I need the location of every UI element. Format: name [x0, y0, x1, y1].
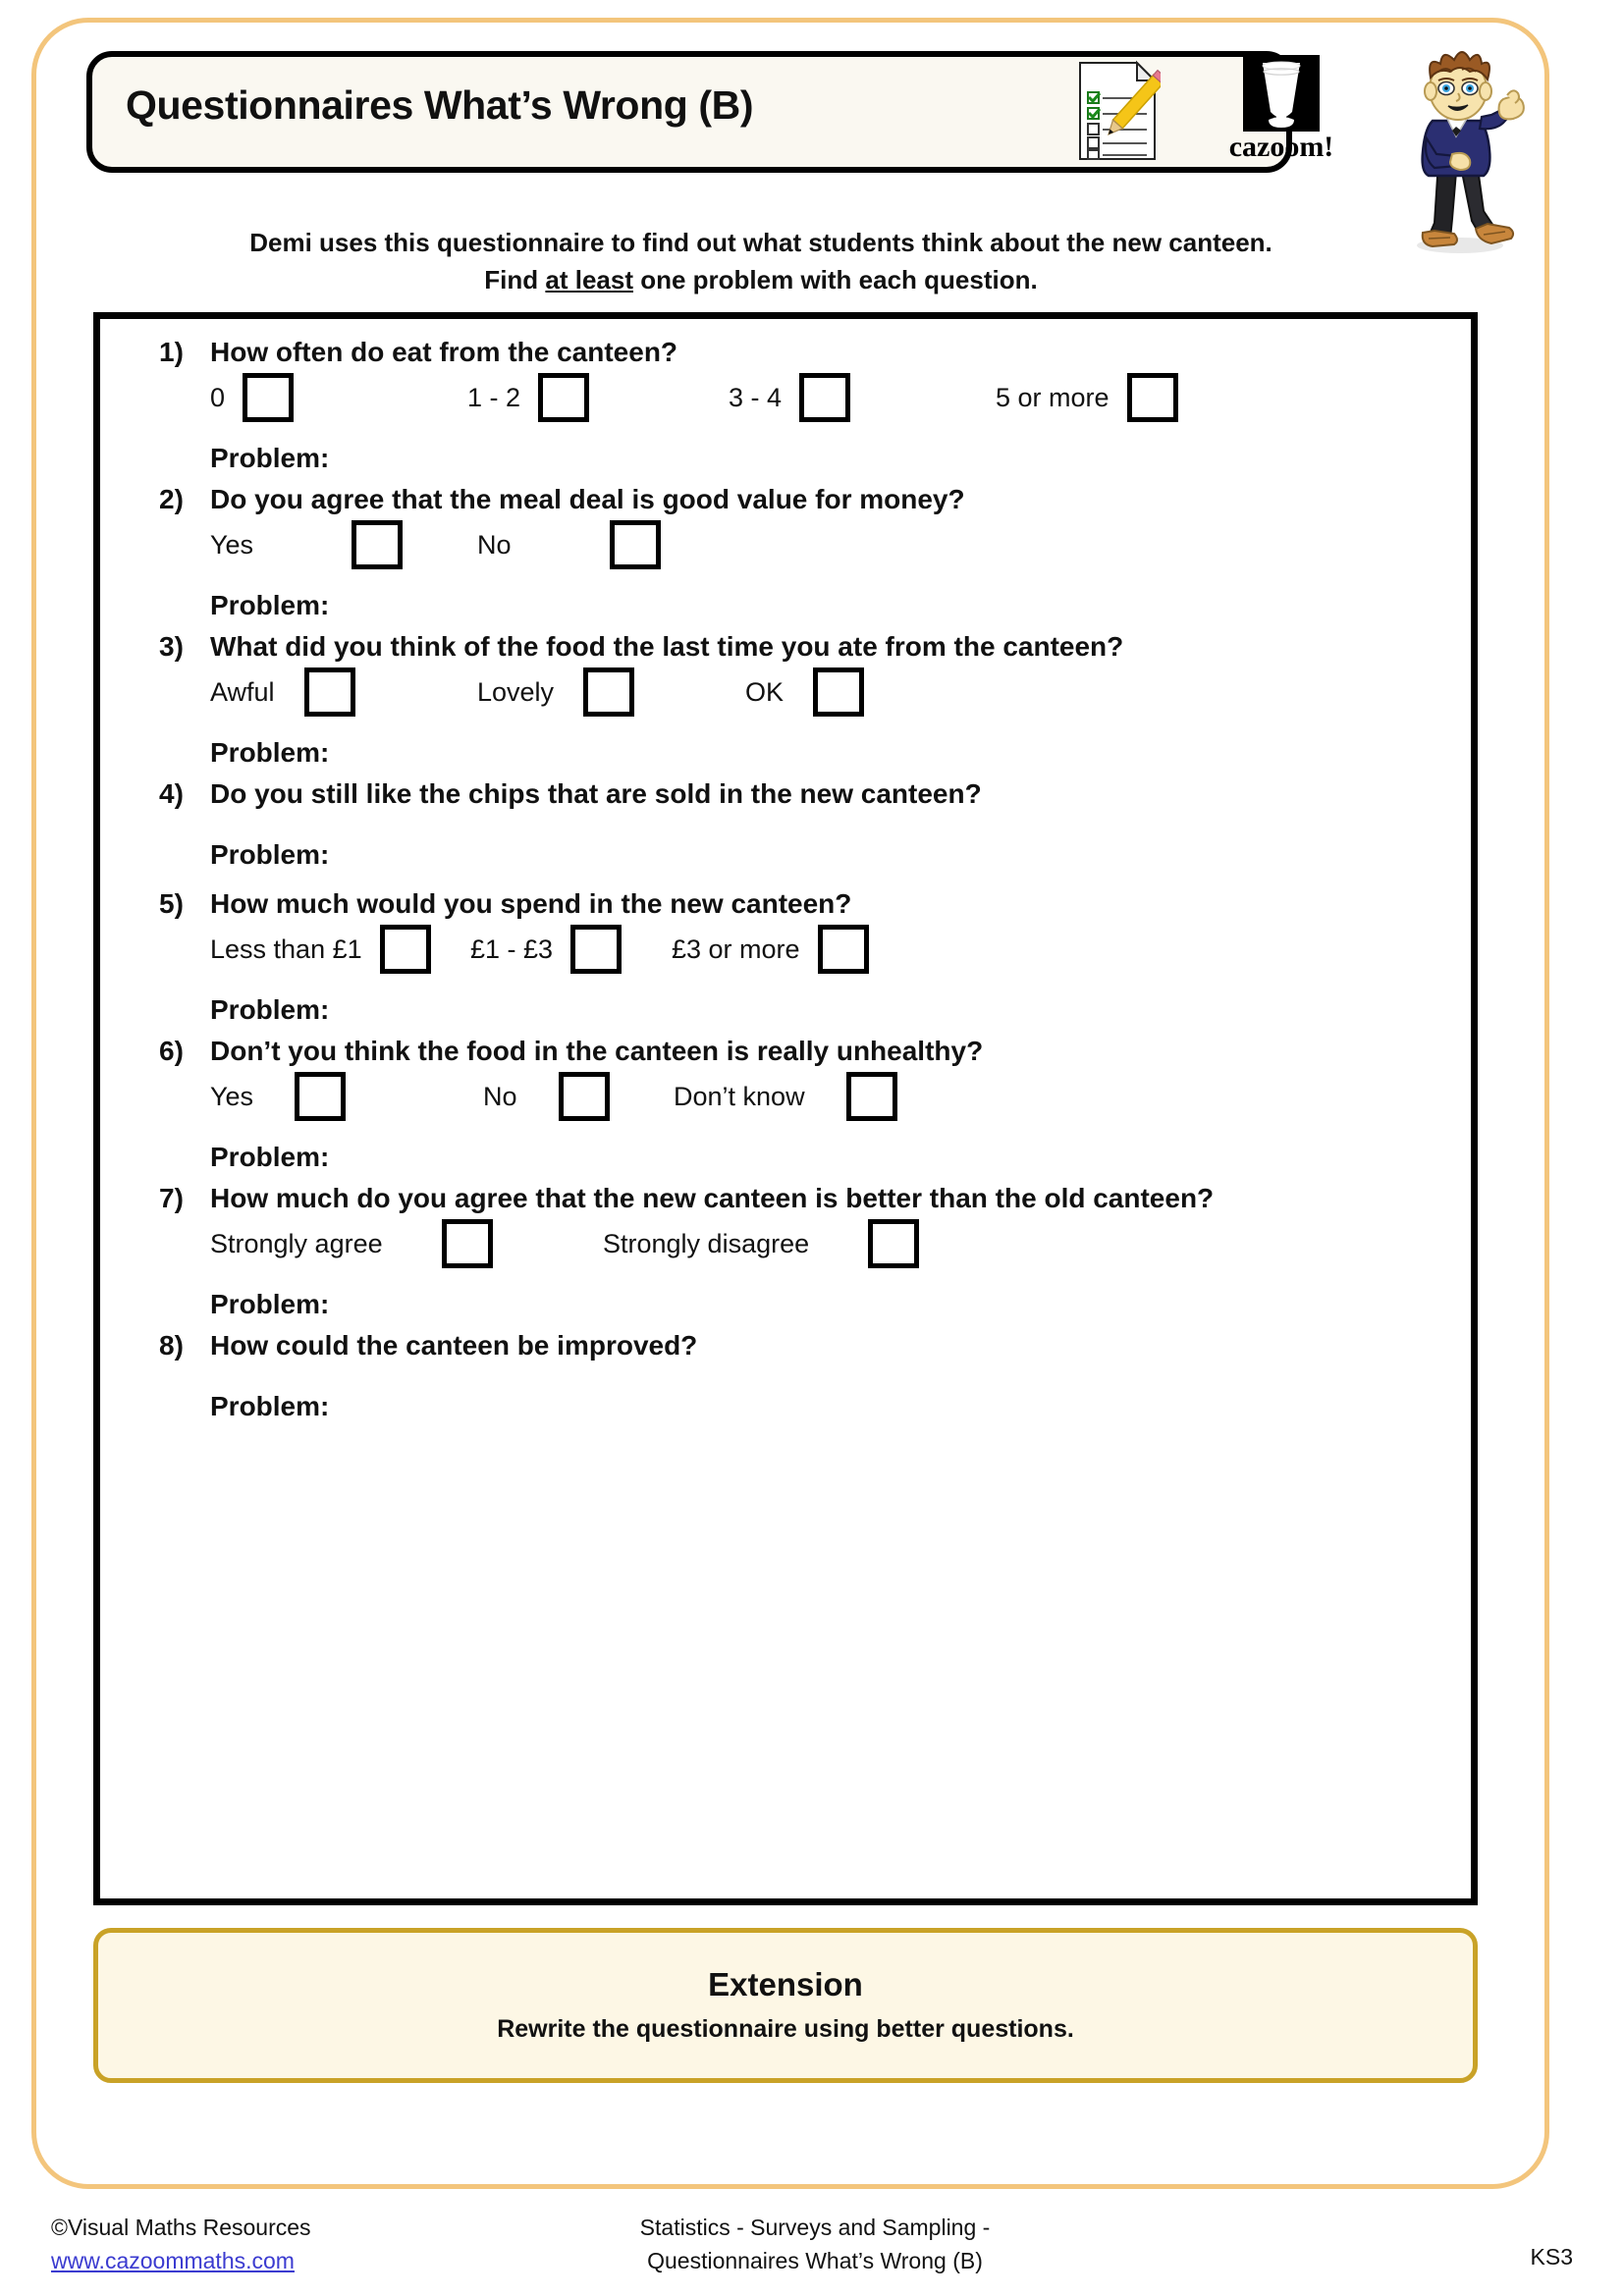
answer-option: [674, 1069, 897, 1124]
question-block: [100, 1183, 1471, 1330]
option-label: Yes: [210, 529, 254, 560]
worksheet-body: [93, 312, 1478, 1905]
option-checkbox[interactable]: [610, 520, 661, 569]
option-checkbox[interactable]: [570, 925, 622, 974]
question-number: 4): [159, 778, 184, 809]
option-checkbox[interactable]: [538, 373, 589, 422]
option-checkbox[interactable]: [583, 667, 634, 717]
instruction-line-2: [59, 261, 1463, 298]
question-number: 6): [159, 1036, 184, 1066]
option-checkbox[interactable]: [868, 1219, 919, 1268]
problem-answer-field[interactable]: Problem:: [210, 839, 330, 870]
answer-option: [210, 665, 355, 720]
question-number: 7): [159, 1183, 184, 1213]
answer-option: [483, 1069, 610, 1124]
footer-center: [511, 2211, 1119, 2277]
instruction-line-1: Demi uses this questionnaire to find out what students think about the new canteen.: [249, 228, 1272, 257]
problem-answer-field[interactable]: Problem:: [210, 443, 330, 473]
question-block: [100, 888, 1471, 1036]
question-number: 1): [159, 337, 184, 367]
instructions: [59, 224, 1463, 298]
cazoom-logo: [1225, 55, 1337, 163]
option-label: 0: [210, 382, 226, 412]
svg-text:cazoom!: cazoom!: [1228, 131, 1334, 163]
problem-answer-field[interactable]: Problem:: [210, 1142, 330, 1172]
option-checkbox[interactable]: [380, 925, 431, 974]
option-checkbox[interactable]: [818, 925, 869, 974]
option-label: Less than £1: [210, 934, 362, 964]
extension-panel: [93, 1928, 1478, 2083]
instruction-emphasis: at least: [545, 265, 633, 294]
option-checkbox[interactable]: [352, 520, 403, 569]
question-text: What did you think of the food the last time you ate from the canteen?: [210, 631, 1124, 662]
question-text: How much would you spend in the new canteen?: [210, 888, 852, 919]
extension-title: Extension: [708, 1966, 863, 2002]
option-label: Yes: [210, 1081, 254, 1111]
footer-worksheet-line: Questionnaires What’s Wrong (B): [647, 2248, 983, 2273]
answer-option: [210, 1216, 493, 1271]
answer-option: [210, 517, 403, 572]
footer: [0, 2211, 1624, 2289]
answer-option: [470, 922, 622, 977]
option-label: Awful: [210, 676, 275, 707]
website-link[interactable]: www.cazoommaths.com: [51, 2248, 295, 2273]
question-block: [100, 778, 1471, 888]
question-number: 8): [159, 1330, 184, 1361]
answer-option: [477, 665, 634, 720]
question-number: 3): [159, 631, 184, 662]
answer-option: [729, 370, 850, 425]
question-block: [100, 1330, 1471, 1440]
option-checkbox[interactable]: [295, 1072, 346, 1121]
question-block: [100, 631, 1471, 778]
option-checkbox[interactable]: [442, 1219, 493, 1268]
option-checkbox[interactable]: [559, 1072, 610, 1121]
question-heading: [159, 631, 1123, 663]
option-checkbox[interactable]: [799, 373, 850, 422]
option-label: £3 or more: [672, 934, 800, 964]
question-number: 5): [159, 888, 184, 919]
question-text: How often do eat from the canteen?: [210, 337, 678, 367]
question-text: How much do you agree that the new canteen is better than the old canteen?: [210, 1183, 1215, 1213]
answer-option: [672, 922, 869, 977]
key-stage-label: KS3: [1530, 2244, 1573, 2269]
question-heading: [159, 484, 965, 515]
copyright-text: ©Visual Maths Resources: [51, 2215, 311, 2240]
option-label: OK: [745, 676, 785, 707]
question-text: How could the canteen be improved?: [210, 1330, 698, 1361]
question-block: [100, 484, 1471, 631]
problem-answer-field[interactable]: Problem:: [210, 1289, 330, 1319]
problem-answer-field[interactable]: Problem:: [210, 737, 330, 768]
option-checkbox[interactable]: [813, 667, 864, 717]
question-heading: [159, 337, 677, 368]
instruction-line-2-before: Find: [484, 265, 546, 294]
option-label: £1 - £3: [470, 934, 554, 964]
answer-option: [477, 517, 661, 572]
option-label: Don’t know: [674, 1081, 805, 1111]
problem-answer-field[interactable]: Problem:: [210, 994, 330, 1025]
extension-subtitle: Rewrite the questionnaire using better questions.: [497, 2015, 1074, 2043]
question-block: [100, 1036, 1471, 1183]
question-heading: [159, 1183, 1214, 1214]
question-heading: [159, 778, 982, 810]
question-text: Do you still like the chips that are sold in the new canteen?: [210, 778, 982, 809]
question-block: [100, 337, 1471, 484]
problem-answer-field[interactable]: Problem:: [210, 590, 330, 620]
option-label: 1 - 2: [467, 382, 521, 412]
question-text: Do you agree that the meal deal is good value for money?: [210, 484, 965, 514]
page-title: Questionnaires What’s Wrong (B): [126, 82, 754, 128]
option-label: 3 - 4: [729, 382, 783, 412]
option-checkbox[interactable]: [846, 1072, 897, 1121]
option-label: Strongly disagree: [603, 1228, 810, 1258]
answer-option: [210, 1069, 346, 1124]
instruction-line-2-after: one problem with each question.: [632, 265, 1038, 294]
footer-left: [51, 2211, 311, 2277]
problem-answer-field[interactable]: Problem:: [210, 1391, 330, 1421]
option-checkbox[interactable]: [243, 373, 294, 422]
question-heading: [159, 888, 851, 920]
question-number: 2): [159, 484, 184, 514]
question-heading: [159, 1330, 697, 1362]
answer-option: [603, 1216, 919, 1271]
answer-option: [745, 665, 864, 720]
answer-option: [467, 370, 589, 425]
answer-option: [210, 922, 431, 977]
option-label: No: [477, 529, 512, 560]
question-text: Don’t you think the food in the canteen is really unhealthy?: [210, 1036, 984, 1066]
option-label: 5 or more: [996, 382, 1110, 412]
option-checkbox[interactable]: [304, 667, 355, 717]
checklist-pencil-icon: [1076, 59, 1161, 163]
option-label: Lovely: [477, 676, 555, 707]
option-label: No: [483, 1081, 517, 1111]
footer-topic-line: Statistics - Surveys and Sampling -: [639, 2215, 991, 2240]
question-heading: [159, 1036, 983, 1067]
answer-option: [996, 370, 1178, 425]
answer-option: [210, 370, 294, 425]
option-checkbox[interactable]: [1127, 373, 1178, 422]
option-label: Strongly agree: [210, 1228, 383, 1258]
